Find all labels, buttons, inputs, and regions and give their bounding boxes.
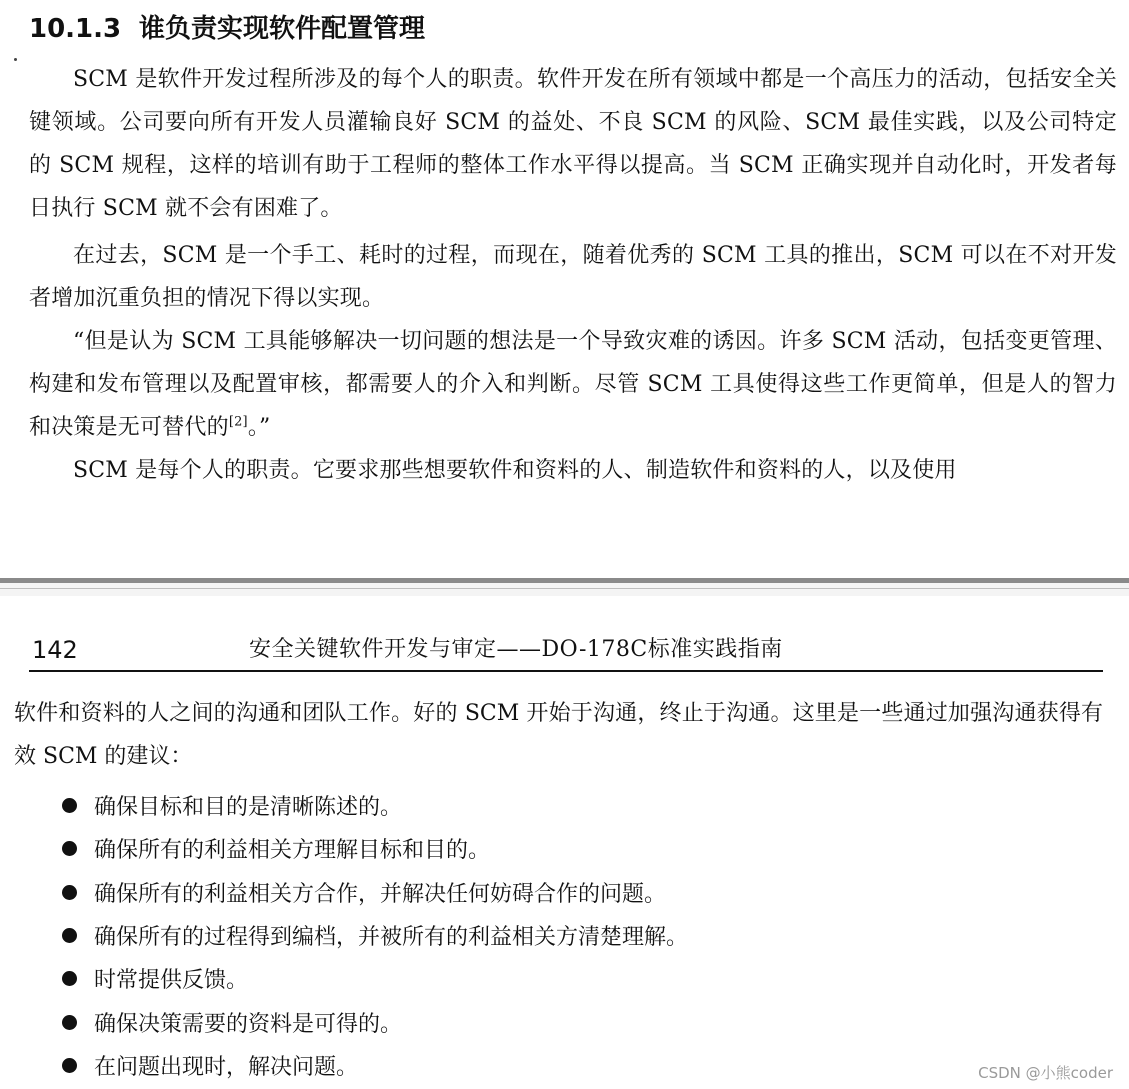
bullet-icon xyxy=(62,971,77,986)
section-number: 10.1.3 xyxy=(29,14,122,44)
quote-closing: 。” xyxy=(247,415,271,440)
list-item-text: 确保决策需要的资料是可得的。 xyxy=(94,1011,403,1037)
list-item-text: 确保所有的过程得到编档，并被所有的利益相关方清楚理解。 xyxy=(94,925,689,951)
paragraph-4: SCM 是每个人的职责。它要求那些想要软件和资料的人、制造软件和资料的人，以及使用 xyxy=(73,458,957,483)
list-item xyxy=(62,1000,688,1043)
running-head xyxy=(29,630,1103,672)
scan-speck xyxy=(14,58,17,61)
list-item-text: 确保所有的利益相关方合作，并解决任何妨碍合作的问题。 xyxy=(94,881,667,907)
quote-paragraph xyxy=(29,320,1117,449)
book-title: 安全关键软件开发与审定——DO-178C标准实践指南 xyxy=(249,637,783,662)
list-item xyxy=(62,784,688,827)
list-item xyxy=(62,871,688,914)
list-item-text: 确保目标和目的是清晰陈述的。 xyxy=(94,795,403,821)
list-item xyxy=(62,914,688,957)
list-item-text: 在问题出现时，解决问题。 xyxy=(94,1054,359,1080)
list-item xyxy=(62,957,688,1000)
citation-reference: [2] xyxy=(228,414,248,430)
section-heading xyxy=(29,9,425,49)
continuation-paragraph: 软件和资料的人之间的沟通和团队工作。好的 SCM 开始于沟通，终止于沟通。这里是一些通过加强沟通获得有效 SCM 的建议： xyxy=(14,701,1103,769)
paragraph-2: 在过去，SCM 是一个手工、耗时的过程，而现在，随着优秀的 SCM 工具的推出，SCM 可以在不对开发者增加沉重负担的情况下得以实现。 xyxy=(29,243,1117,311)
bullet-icon xyxy=(62,1015,77,1030)
list-item xyxy=(62,827,688,870)
bullet-list xyxy=(62,784,688,1087)
paragraph-1: SCM 是软件开发过程所涉及的每个人的职责。软件开发在所有领域中都是一个高压力的活动，包括安全关键领域。公司要向所有开发人员灌输良好 SCM 的益处、不良 SCM 的风险、SCM 最佳实践，以及公司特定的 SCM 规程，这样的培训有助于工程师的整体工作水平得以提高。当 SCM 正确实现并自动化时，开发者每日执行 SCM 就不会有困难了。 xyxy=(29,67,1117,221)
bullet-icon xyxy=(62,1058,77,1073)
csdn-watermark: CSDN @小熊coder xyxy=(978,1064,1113,1082)
list-item-text: 确保所有的利益相关方理解目标和目的。 xyxy=(94,838,491,864)
list-item-text: 时常提供反馈。 xyxy=(94,968,249,994)
quote-text: “但是认为 SCM 工具能够解决一切问题的想法是一个导致灾难的诱因。许多 SCM 活动，包括变更管理、构建和发布管理以及配置审核，都需要人的介入和判断。尽管 SCM 工具使得这些工作更简单，但是人的智力和决策是无可替代的 xyxy=(29,329,1117,440)
bullet-icon xyxy=(62,841,77,856)
page-gap-divider xyxy=(0,588,1129,589)
bullet-icon xyxy=(62,928,77,943)
bullet-icon xyxy=(62,798,77,813)
section-title: 谁负责实现软件配置管理 xyxy=(139,14,426,44)
page-gap xyxy=(0,578,1129,596)
list-item xyxy=(62,1044,688,1087)
bullet-icon xyxy=(62,885,77,900)
page-number: 142 xyxy=(32,636,78,664)
